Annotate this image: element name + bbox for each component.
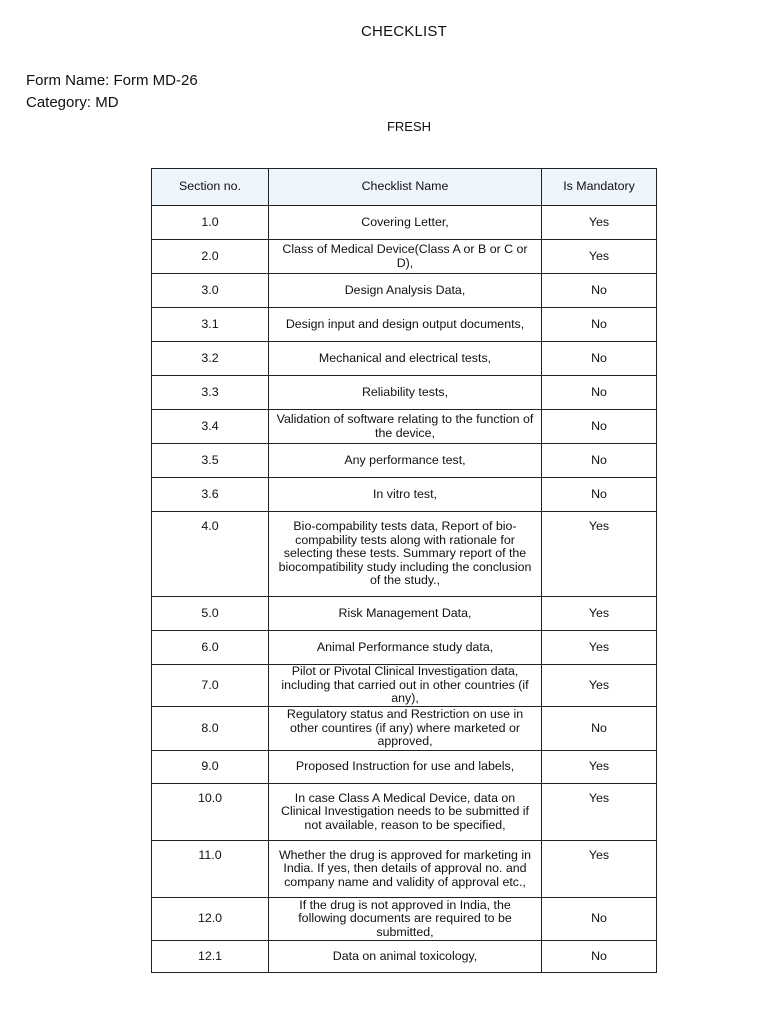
cell-section: 9.0 <box>152 751 269 784</box>
cell-mandatory: No <box>542 898 657 941</box>
cell-section: 3.5 <box>152 444 269 478</box>
cell-mandatory: Yes <box>542 751 657 784</box>
cell-mandatory: No <box>542 376 657 410</box>
table-row <box>152 274 657 308</box>
cell-checklist-name: Regulatory status and Restriction on use in other countires (if any) where marketed or approved, <box>269 707 542 751</box>
table-row <box>152 206 657 240</box>
table-row <box>152 478 657 512</box>
cell-checklist-name: Reliability tests, <box>269 376 542 410</box>
table-row <box>152 376 657 410</box>
cell-mandatory: Yes <box>542 784 657 841</box>
cell-mandatory: No <box>542 444 657 478</box>
cell-mandatory: Yes <box>542 631 657 665</box>
table-row <box>152 444 657 478</box>
cell-section: 7.0 <box>152 665 269 707</box>
table-row <box>152 240 657 274</box>
cell-mandatory: No <box>542 308 657 342</box>
cell-section: 3.3 <box>152 376 269 410</box>
cell-checklist-name: Animal Performance study data, <box>269 631 542 665</box>
subtitle: FRESH <box>386 119 432 134</box>
cell-checklist-name: Pilot or Pivotal Clinical Investigation data, including that carried out in other countries (if any), <box>269 665 542 707</box>
cell-section: 4.0 <box>152 512 269 597</box>
table-row <box>152 707 657 751</box>
table-row <box>152 597 657 631</box>
cell-checklist-name: Proposed Instruction for use and labels, <box>269 751 542 784</box>
cell-section: 12.0 <box>152 898 269 941</box>
cell-mandatory: No <box>542 478 657 512</box>
cell-section: 3.6 <box>152 478 269 512</box>
cell-checklist-name: Risk Management Data, <box>269 597 542 631</box>
cell-checklist-name: Whether the drug is approved for marketing in India. If yes, then details of approval no. and company name and validity of approval etc., <box>269 841 542 898</box>
cell-section: 10.0 <box>152 784 269 841</box>
cell-mandatory: Yes <box>542 240 657 274</box>
cell-section: 8.0 <box>152 707 269 751</box>
column-header-is-mandatory: Is Mandatory <box>542 169 657 206</box>
cell-section: 2.0 <box>152 240 269 274</box>
cell-checklist-name: Bio-compability tests data, Report of bio-compability tests along with rationale for selecting these tests. Summary report of the biocompatibility study including the conclusion of the study., <box>269 512 542 597</box>
table-row <box>152 841 657 898</box>
cell-mandatory: No <box>542 274 657 308</box>
table-row <box>152 308 657 342</box>
page-title: CHECKLIST <box>361 23 447 40</box>
cell-section: 5.0 <box>152 597 269 631</box>
cell-checklist-name: Design input and design output documents, <box>269 308 542 342</box>
cell-mandatory: No <box>542 941 657 973</box>
form-name: Form Name: Form MD-26 <box>26 72 198 89</box>
cell-checklist-name: Design Analysis Data, <box>269 274 542 308</box>
cell-section: 3.0 <box>152 274 269 308</box>
table-row <box>152 631 657 665</box>
cell-mandatory: No <box>542 342 657 376</box>
table-row <box>152 512 657 597</box>
table-row <box>152 410 657 444</box>
table-row <box>152 784 657 841</box>
column-header-checklist-name: Checklist Name <box>269 169 542 206</box>
table-header-row <box>152 169 657 206</box>
cell-mandatory: Yes <box>542 841 657 898</box>
cell-checklist-name: If the drug is not approved in India, the following documents are required to be submitted, <box>269 898 542 941</box>
table-row <box>152 898 657 941</box>
cell-mandatory: Yes <box>542 597 657 631</box>
cell-checklist-name: In case Class A Medical Device, data on Clinical Investigation needs to be submitted if not available, reason to be specified, <box>269 784 542 841</box>
cell-section: 12.1 <box>152 941 269 973</box>
table-row <box>152 665 657 707</box>
category: Category: MD <box>26 94 119 111</box>
table-row <box>152 941 657 973</box>
checklist-table <box>151 168 657 973</box>
cell-section: 3.2 <box>152 342 269 376</box>
cell-section: 3.1 <box>152 308 269 342</box>
cell-checklist-name: Mechanical and electrical tests, <box>269 342 542 376</box>
column-header-section: Section no. <box>152 169 269 206</box>
cell-mandatory: No <box>542 707 657 751</box>
cell-mandatory: No <box>542 410 657 444</box>
cell-section: 3.4 <box>152 410 269 444</box>
cell-section: 11.0 <box>152 841 269 898</box>
cell-checklist-name: Any performance test, <box>269 444 542 478</box>
cell-checklist-name: Covering Letter, <box>269 206 542 240</box>
cell-mandatory: Yes <box>542 512 657 597</box>
cell-checklist-name: In vitro test, <box>269 478 542 512</box>
cell-mandatory: Yes <box>542 206 657 240</box>
cell-checklist-name: Class of Medical Device(Class A or B or C or D), <box>269 240 542 274</box>
table-row <box>152 342 657 376</box>
cell-mandatory: Yes <box>542 665 657 707</box>
cell-section: 6.0 <box>152 631 269 665</box>
table-row <box>152 751 657 784</box>
cell-checklist-name: Data on animal toxicology, <box>269 941 542 973</box>
cell-section: 1.0 <box>152 206 269 240</box>
cell-checklist-name: Validation of software relating to the function of the device, <box>269 410 542 444</box>
